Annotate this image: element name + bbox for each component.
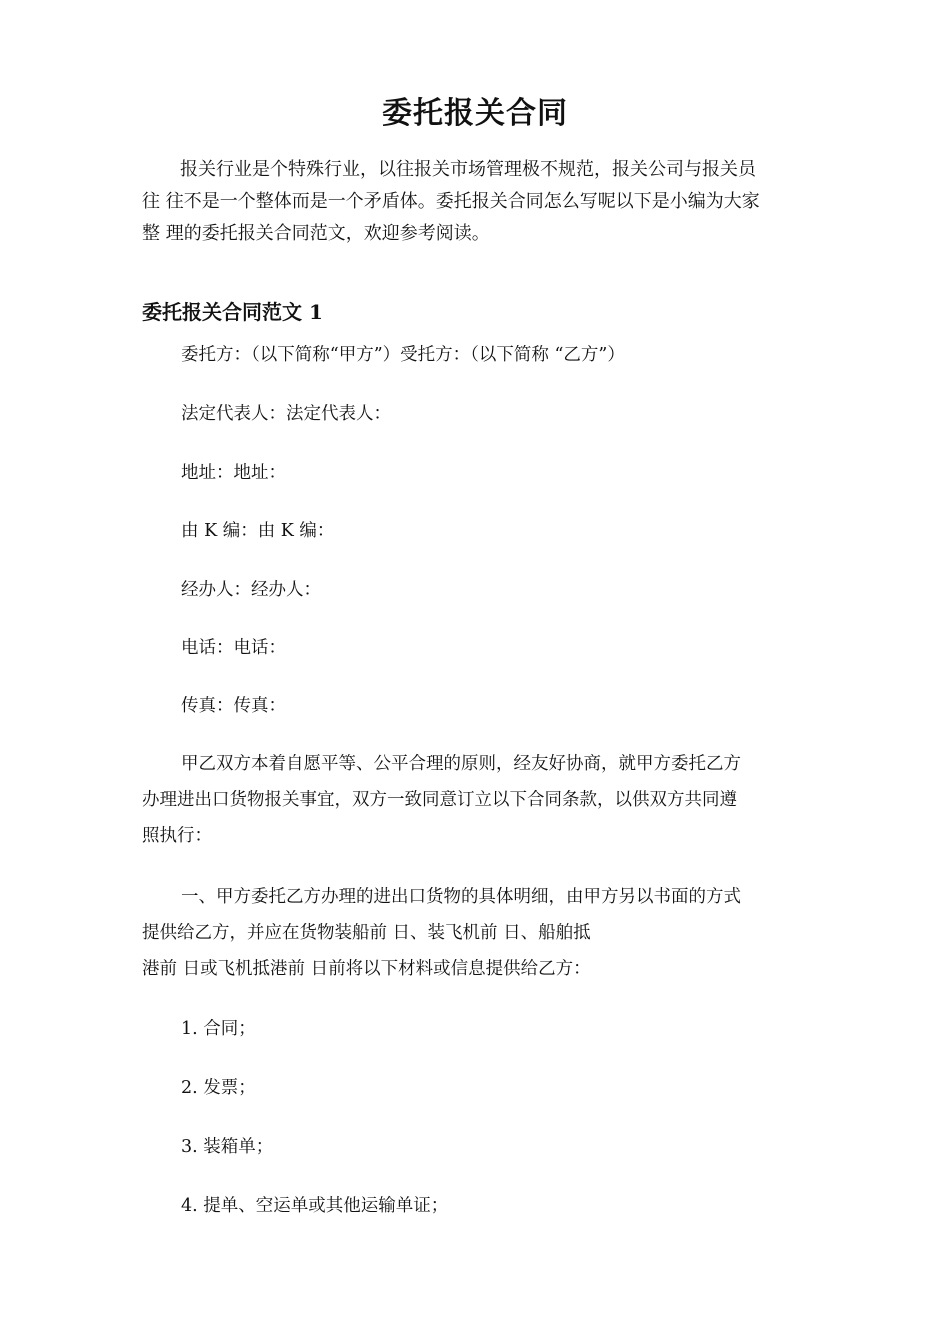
intro-line: 报关行业是个特殊行业，以往报关市场管理极不规范，报关公司与报关员 [180,159,756,180]
material-item-packing-list: 3. 装箱单； [181,1137,274,1157]
clause-1-line: 一、甲方委托乙方办理的进出口货物的具体明细，由甲方另以书面的方式 [181,887,741,907]
section-heading: 委托报关合同范文 1 [142,300,323,324]
clause-1-paragraph [142,879,812,987]
preamble-line: 照执行： [142,826,212,846]
parties-line: 委托方：（以下简称“甲方”）受托方：（以下简称 “乙方”） [181,345,625,365]
document-title: 委托报关合同 [382,96,568,131]
legal-representative-line: 法定代表人：法定代表人： [181,404,391,424]
material-item-invoice: 2. 发票； [181,1078,256,1098]
address-line: 地址：地址： [181,463,286,483]
clause-1-line: 提供给乙方，并应在货物装船前 日、装飞机前 日、船舶抵 [142,923,591,943]
preamble-line: 办理进出口货物报关事宜，双方一致同意订立以下合同条款，以供双方共同遵 [142,790,737,810]
fax-line: 传真：传真： [181,696,286,716]
handler-line: 经办人：经办人： [181,580,321,600]
intro-paragraph [142,154,812,250]
material-item-bill-of-lading: 4. 提单、空运单或其他运输单证； [181,1196,449,1216]
intro-line: 整 理的委托报关合同范文，欢迎参考阅读。 [142,223,490,244]
preamble-paragraph [142,746,812,854]
clause-1-line: 港前 日或飞机抵港前 日前将以下材料或信息提供给乙方： [142,959,591,979]
postcode-line: 由 K 编：由 K 编： [181,521,335,541]
material-item-contract: 1. 合同； [181,1019,256,1039]
preamble-line: 甲乙双方本着自愿平等、公平合理的原则，经友好协商，就甲方委托乙方 [181,754,741,774]
intro-line: 往 往不是一个整体而是一个矛盾体。委托报关合同怎么写呢以下是小编为大家 [142,191,760,212]
phone-line: 电话：电话： [181,638,286,658]
